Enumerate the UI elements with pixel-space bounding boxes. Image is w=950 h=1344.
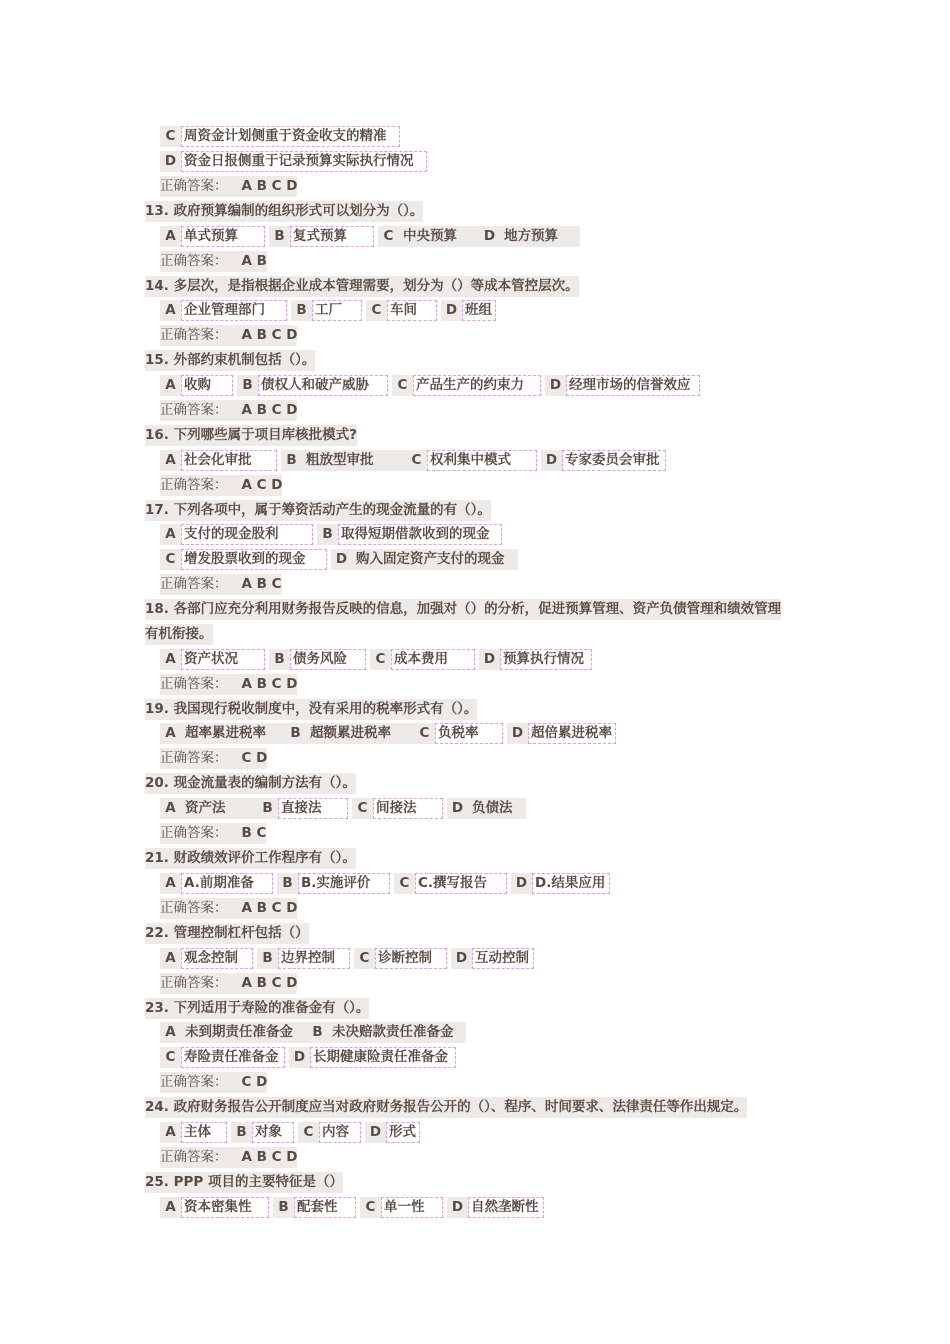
option-text: 超倍累进税率 [528, 723, 616, 744]
option-text: 负税率 [435, 723, 503, 744]
answer-label: 正确答案： [160, 975, 228, 991]
option-letter: A [160, 873, 181, 894]
option-line [160, 151, 431, 172]
option-letter: D [507, 723, 528, 744]
option-line [160, 226, 580, 247]
question-number: 24. [145, 1099, 169, 1115]
answer-value: A B C [241, 576, 282, 592]
option-letter: C [394, 873, 415, 894]
option-letter: B [269, 649, 290, 670]
option-text: 互动控制 [472, 948, 534, 969]
option-line [160, 126, 404, 147]
option-letter: D [451, 948, 472, 969]
option-text: 预算执行情况 [500, 649, 592, 670]
question-text: PPP 项目的主要特征是（） [173, 1174, 344, 1190]
option-text: B.实施评价 [298, 873, 390, 894]
question-number: 18. [145, 601, 169, 617]
option-text: 经理市场的信誉效应 [566, 375, 700, 396]
question-number: 22. [145, 925, 169, 941]
answer-value: A B C D [241, 1149, 298, 1165]
question-number: 16. [145, 427, 169, 443]
option-letter: B [317, 524, 338, 545]
answer-line [160, 748, 267, 769]
answer-value: C D [241, 750, 268, 766]
option-text: 企业管理部门 [181, 300, 287, 321]
option-letter: C [160, 549, 181, 570]
answer-value: B C [241, 825, 267, 841]
question-title [145, 599, 781, 620]
option-line [160, 549, 518, 570]
option-letter: C [392, 375, 413, 396]
question-text: 政府财务报告公开制度应当对政府财务报告公开的（）、程序、时间要求、法律责任等作出规定。 [173, 1099, 748, 1115]
option-text: 未到期责任准备金 [181, 1022, 307, 1043]
question-title [145, 1097, 747, 1118]
answer-label: 正确答案： [160, 750, 228, 766]
option-text: 权利集中模式 [427, 450, 537, 471]
option-letter: C [414, 723, 435, 744]
question-number: 14. [145, 278, 169, 294]
option-letter: D [365, 1122, 386, 1143]
option-letter: C [366, 300, 387, 321]
option-text: 资本密集性 [181, 1197, 269, 1218]
option-letter: B [281, 450, 302, 471]
option-letter: D [447, 798, 468, 819]
answer-label: 正确答案： [160, 1074, 228, 1090]
option-text: 诊断控制 [375, 948, 447, 969]
option-text: 车间 [387, 300, 437, 321]
option-text: 债务风险 [290, 649, 366, 670]
answer-line [160, 898, 297, 919]
option-text: 中央预算 [399, 226, 479, 247]
option-letter: A [160, 723, 181, 744]
answer-line [160, 1147, 297, 1168]
option-text: 直接法 [278, 798, 348, 819]
option-letter: C [370, 649, 391, 670]
answer-line [160, 176, 297, 197]
option-text: 资产状况 [181, 649, 265, 670]
option-text: 地方预算 [500, 226, 580, 247]
option-line [160, 649, 596, 670]
option-line [160, 723, 620, 744]
option-text: 自然垄断性 [468, 1197, 544, 1218]
answer-line [160, 674, 297, 695]
option-letter: A [160, 524, 181, 545]
question-title [145, 500, 491, 521]
option-text: 债权人和破产威胁 [258, 375, 388, 396]
option-text: 周资金计划侧重于资金收支的精准 [181, 126, 400, 147]
option-line [160, 1197, 548, 1218]
question-text: 财政绩效评价工作程序有（）。 [173, 850, 356, 866]
option-text: 复式预算 [290, 226, 374, 247]
option-letter: A [160, 649, 181, 670]
question-text: 我国现行税收制度中，没有采用的税率形式有（）。 [173, 701, 478, 717]
option-text: 取得短期借款收到的现金 [338, 524, 502, 545]
option-text: 边界控制 [278, 948, 350, 969]
option-text: A.前期准备 [181, 873, 273, 894]
question-text: 下列哪些属于项目库核批模式? [173, 427, 357, 443]
option-letter: D [331, 549, 352, 570]
answer-label: 正确答案： [160, 676, 228, 692]
question-number: 21. [145, 850, 169, 866]
option-line [160, 873, 614, 894]
option-text: 未决赔款责任准备金 [328, 1022, 466, 1043]
option-letter: B [285, 723, 306, 744]
option-text: 工厂 [312, 300, 362, 321]
option-letter: B [307, 1022, 328, 1043]
option-text: 产品生产的约束力 [413, 375, 541, 396]
answer-label: 正确答案： [160, 253, 228, 269]
option-letter: D [160, 151, 181, 172]
option-letter: B [257, 798, 278, 819]
option-letter: A [160, 226, 181, 247]
question-text: 下列各项中，属于筹资活动产生的现金流量的有（）。 [173, 502, 491, 518]
question-title [145, 350, 315, 371]
option-letter: A [160, 450, 181, 471]
option-letter: C [298, 1122, 319, 1143]
answer-label: 正确答案： [160, 1149, 228, 1165]
answer-value: C D [241, 1074, 268, 1090]
option-letter: A [160, 1122, 181, 1143]
question-text: 管理控制杠杆包括（） [173, 925, 309, 941]
option-letter: B [291, 300, 312, 321]
option-letter: B [257, 948, 278, 969]
question-number: 23. [145, 1000, 169, 1016]
option-text: 对象 [252, 1122, 294, 1143]
option-letter: C [352, 798, 373, 819]
option-letter: C [160, 126, 181, 147]
option-letter: C [406, 450, 427, 471]
option-letter: B [237, 375, 258, 396]
option-letter: D [541, 450, 562, 471]
option-letter: C [360, 1197, 381, 1218]
option-text: 单式预算 [181, 226, 265, 247]
option-letter: B [269, 226, 290, 247]
option-letter: A [160, 1197, 181, 1218]
option-line [160, 375, 704, 396]
question-text: 现金流量表的编制方法有（）。 [173, 775, 356, 791]
answer-value: A B C D [241, 900, 298, 916]
option-line [160, 524, 506, 545]
answer-label: 正确答案： [160, 576, 228, 592]
option-letter: D [447, 1197, 468, 1218]
question-text: 政府预算编制的组织形式可以划分为（）。 [173, 203, 424, 219]
answer-line [160, 475, 282, 496]
option-text: 超额累进税率 [306, 723, 414, 744]
question-number: 13. [145, 203, 169, 219]
answer-line [160, 823, 266, 844]
option-text: 负债法 [468, 798, 526, 819]
answer-value: A B C D [241, 975, 298, 991]
option-letter: D [289, 1047, 310, 1068]
option-text: 超率累进税率 [181, 723, 285, 744]
option-letter: D [441, 300, 462, 321]
option-letter: C [378, 226, 399, 247]
question-number: 25. [145, 1174, 169, 1190]
option-text: 主体 [181, 1122, 227, 1143]
question-text-continued: 有机衔接。 [145, 624, 213, 645]
question-text: 外部约束机制包括（）。 [173, 352, 316, 368]
option-text: 资产法 [181, 798, 257, 819]
answer-value: A B C D [241, 178, 298, 194]
answer-line [160, 1072, 267, 1093]
question-title [145, 923, 309, 944]
option-text: 单一性 [381, 1197, 443, 1218]
option-letter: A [160, 300, 181, 321]
question-text: 各部门应充分利用财务报告反映的信息，加强对（）的分析，促进预算管理、资产负债管理和绩效管理 [173, 601, 782, 617]
option-letter: A [160, 375, 181, 396]
option-line [160, 798, 526, 819]
answer-line [160, 251, 267, 272]
option-text: 长期健康险责任准备金 [310, 1047, 456, 1068]
option-text: 增发股票收到的现金 [181, 549, 327, 570]
answer-label: 正确答案： [160, 477, 228, 493]
question-number: 17. [145, 502, 169, 518]
answer-label: 正确答案： [160, 825, 228, 841]
answer-line [160, 973, 297, 994]
option-text: 社会化审批 [181, 450, 277, 471]
option-text: 收购 [181, 375, 233, 396]
option-letter: D [479, 649, 500, 670]
option-letter: C [160, 1047, 181, 1068]
option-line [160, 1022, 466, 1043]
option-line [160, 1047, 460, 1068]
option-letter: D [511, 873, 532, 894]
option-text: 粗放型审批 [302, 450, 406, 471]
option-line [160, 450, 670, 471]
answer-label: 正确答案： [160, 178, 228, 194]
question-text: 下列适用于寿险的准备金有（）。 [173, 1000, 370, 1016]
option-text: 配套性 [294, 1197, 356, 1218]
answer-label: 正确答案： [160, 327, 228, 343]
option-letter: A [160, 1022, 181, 1043]
question-title [145, 201, 423, 222]
option-text: 班组 [462, 300, 496, 321]
question-number: 15. [145, 352, 169, 368]
question-number: 19. [145, 701, 169, 717]
option-text: D.结果应用 [532, 873, 610, 894]
option-letter: B [277, 873, 298, 894]
option-text: 购入固定资产支付的现金 [352, 549, 518, 570]
answer-value: A B [241, 253, 267, 269]
option-text: 寿险责任准备金 [181, 1047, 285, 1068]
option-letter: C [354, 948, 375, 969]
option-letter: A [160, 948, 181, 969]
question-title [145, 699, 477, 720]
option-text: 支付的现金股利 [181, 524, 313, 545]
option-text: 间接法 [373, 798, 443, 819]
answer-label: 正确答案： [160, 402, 228, 418]
option-text: C.撰写报告 [415, 873, 507, 894]
answer-label: 正确答案： [160, 900, 228, 916]
question-title [145, 1172, 343, 1193]
question-number: 20. [145, 775, 169, 791]
question-title [145, 773, 356, 794]
option-text: 观念控制 [181, 948, 253, 969]
question-title [145, 425, 357, 446]
answer-value: A B C D [241, 327, 298, 343]
answer-value: A C D [241, 477, 283, 493]
option-line [160, 300, 500, 321]
option-letter: D [479, 226, 500, 247]
option-letter: A [160, 798, 181, 819]
question-title [145, 998, 369, 1019]
question-title [145, 848, 356, 869]
answer-line [160, 574, 282, 595]
option-text: 成本费用 [391, 649, 475, 670]
answer-value: A B C D [241, 676, 298, 692]
option-line [160, 1122, 424, 1143]
option-line [160, 948, 538, 969]
answer-value: A B C D [241, 402, 298, 418]
answer-line [160, 400, 297, 421]
option-text: 内容 [319, 1122, 361, 1143]
option-letter: B [273, 1197, 294, 1218]
option-text: 形式 [386, 1122, 420, 1143]
question-title [145, 276, 579, 297]
option-letter: B [231, 1122, 252, 1143]
option-letter: D [545, 375, 566, 396]
answer-line [160, 325, 297, 346]
question-text: 多层次，是指根据企业成本管理需要，划分为（）等成本管控层次。 [173, 278, 579, 294]
option-text: 资金日报侧重于记录预算实际执行情况 [181, 151, 427, 172]
option-text: 专家委员会审批 [562, 450, 666, 471]
